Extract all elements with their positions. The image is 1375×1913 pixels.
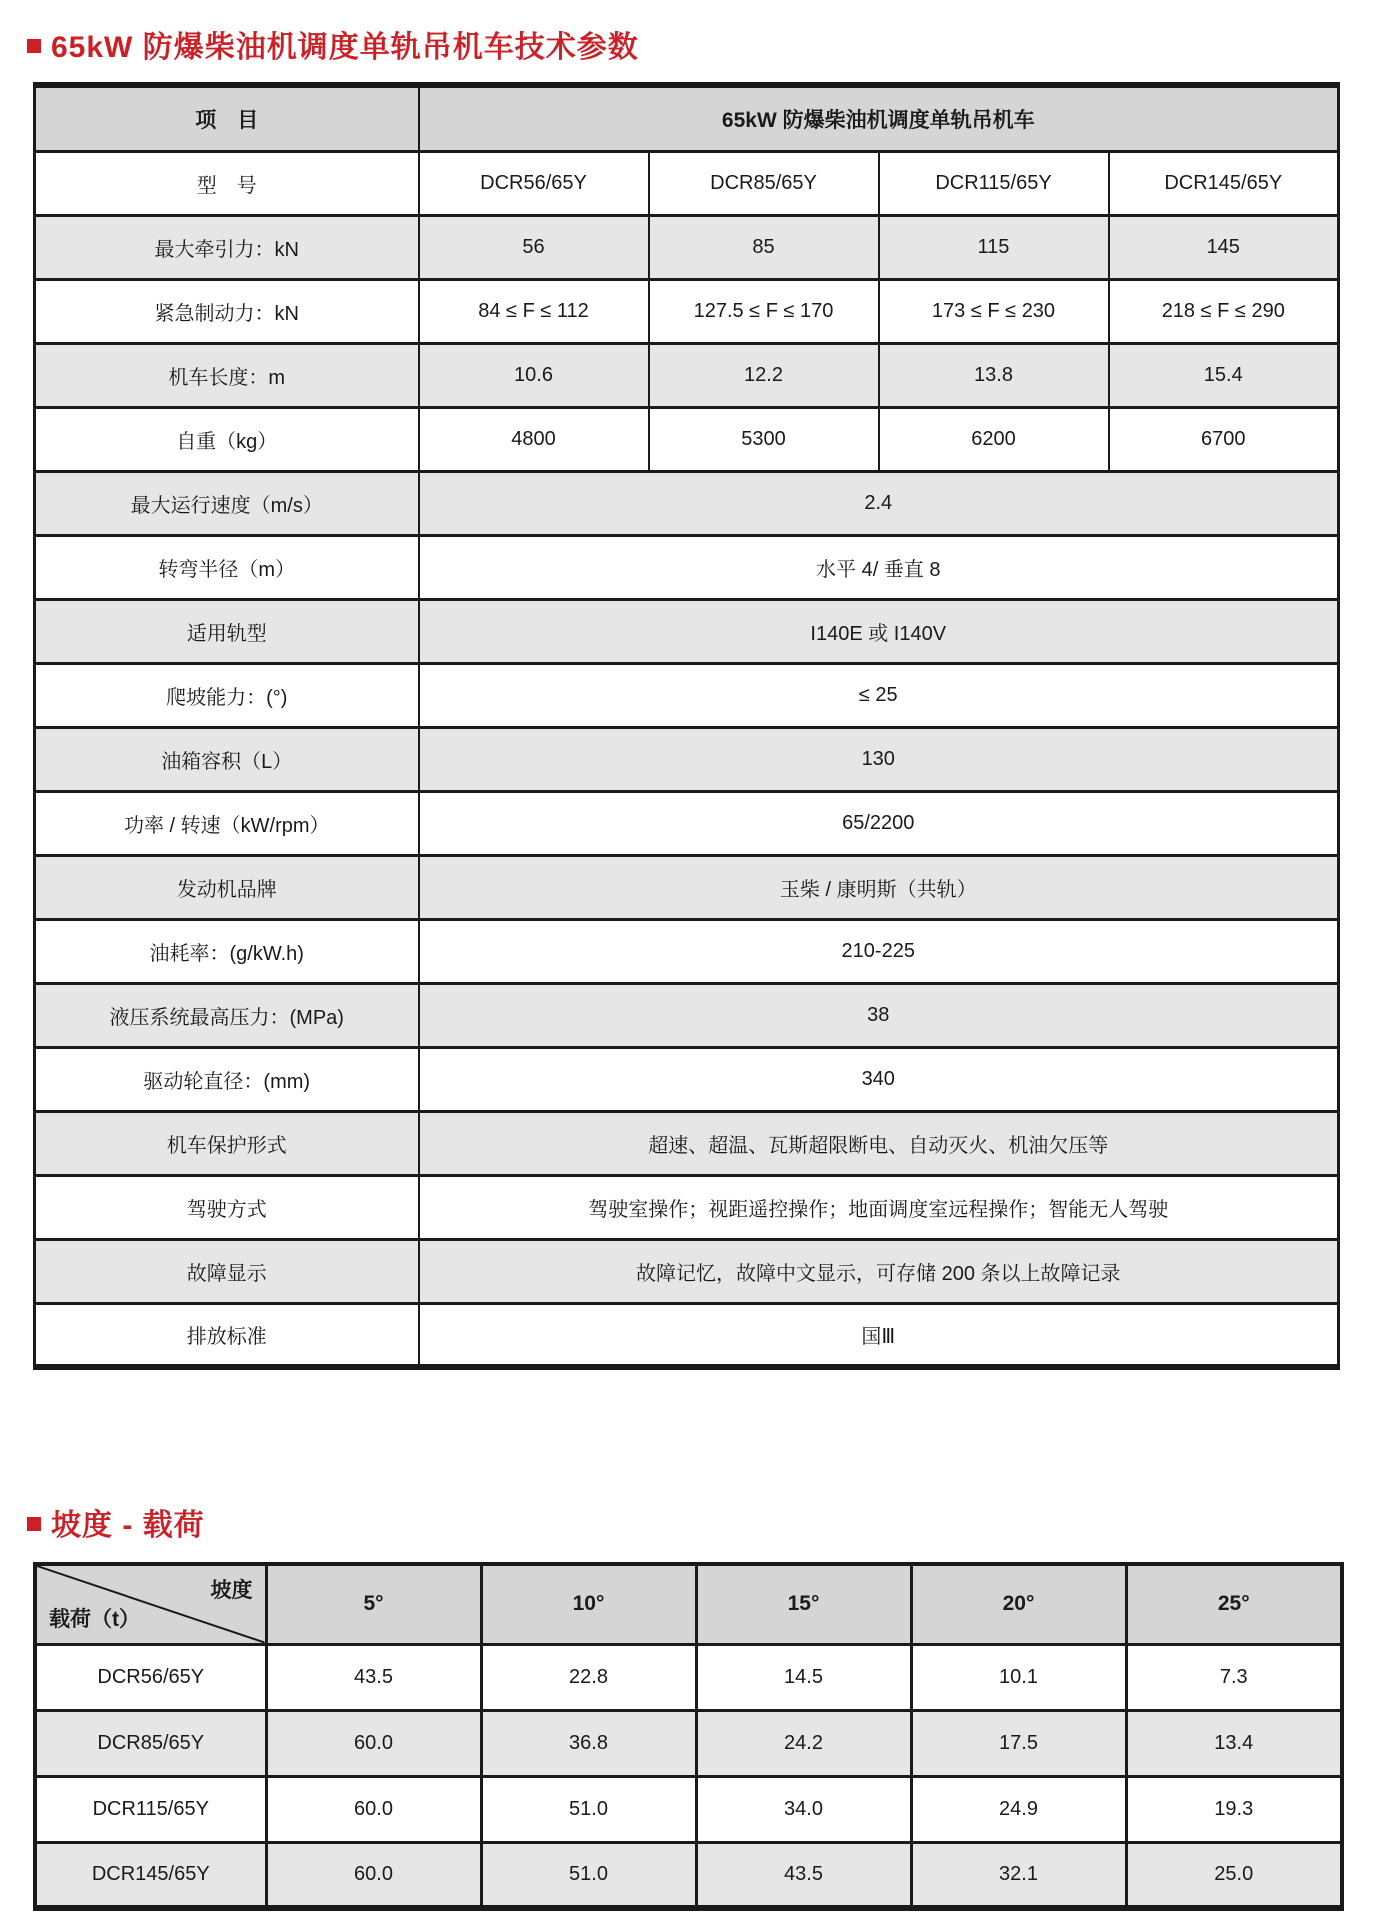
spec-header-item: 项 目	[35, 85, 419, 151]
table-row	[35, 535, 1339, 599]
corner-load-label: 载荷（t）	[49, 1607, 140, 1631]
cell-span-value: I140E 或 I140V	[419, 599, 1339, 663]
section-title-text: 65kW 防爆柴油机调度单轨吊机车技术参数	[51, 31, 639, 64]
cell-value: 43.5	[696, 1842, 911, 1908]
table-row	[35, 1644, 1342, 1710]
section-title-grade-load	[27, 1500, 205, 1544]
spec-header-span: 65kW 防爆柴油机调度单轨吊机车	[419, 85, 1339, 151]
cell-value: 10.1	[911, 1644, 1126, 1710]
cell-value: 10.6	[419, 343, 649, 407]
cell-value: 13.4	[1126, 1710, 1342, 1776]
row-label: 转弯半径（m）	[35, 535, 419, 599]
row-label: 紧急制动力：kN	[35, 279, 419, 343]
cell-span-value: 水平 4/ 垂直 8	[419, 535, 1339, 599]
cell-value: 127.5 ≤ F ≤ 170	[649, 279, 879, 343]
section-bullet-icon	[27, 39, 41, 53]
table-row	[35, 599, 1339, 663]
cell-value: 218 ≤ F ≤ 290	[1109, 279, 1339, 343]
cell-span-value: 130	[419, 727, 1339, 791]
cell-span-value: 38	[419, 983, 1339, 1047]
table-row	[35, 471, 1339, 535]
row-label: 功率 / 转速（kW/rpm）	[35, 791, 419, 855]
corner-grade-label: 坡度	[210, 1579, 253, 1602]
cell-value: 51.0	[481, 1776, 696, 1842]
table-row	[35, 791, 1339, 855]
table-row	[35, 663, 1339, 727]
cell-span-value: 210-225	[419, 919, 1339, 983]
table-row	[35, 855, 1339, 919]
cell-value: 34.0	[696, 1776, 911, 1842]
cell-value: 51.0	[481, 1842, 696, 1908]
cell-span-value: 65/2200	[419, 791, 1339, 855]
cell-value: 6700	[1109, 407, 1339, 471]
cell-value: 25.0	[1126, 1842, 1342, 1908]
table-row	[35, 1175, 1339, 1239]
row-label: 驾驶方式	[35, 1175, 419, 1239]
table-row	[35, 727, 1339, 791]
table-row	[35, 215, 1339, 279]
cell-span-value: 驾驶室操作；视距遥控操作；地面调度室远程操作；智能无人驾驶	[419, 1175, 1339, 1239]
cell-span-value: 玉柴 / 康明斯（共轨）	[419, 855, 1339, 919]
cell-value: DCR145/65Y	[1109, 151, 1339, 215]
model-label: DCR115/65Y	[35, 1776, 266, 1842]
row-label: 自重（kg）	[35, 407, 419, 471]
table-row	[35, 407, 1339, 471]
cell-value: 24.9	[911, 1776, 1126, 1842]
cell-value: 60.0	[266, 1842, 481, 1908]
table-row	[35, 1047, 1339, 1111]
cell-value: 60.0	[266, 1710, 481, 1776]
cell-value: 32.1	[911, 1842, 1126, 1908]
cell-value: 60.0	[266, 1776, 481, 1842]
cell-value: 56	[419, 215, 649, 279]
cell-span-value: 国Ⅲ	[419, 1303, 1339, 1367]
row-label: 最大牵引力：kN	[35, 215, 419, 279]
cell-span-value: ≤ 25	[419, 663, 1339, 727]
cell-span-value: 故障记忆，故障中文显示，可存储 200 条以上故障记录	[419, 1239, 1339, 1303]
row-label: 油耗率：(g/kW.h)	[35, 919, 419, 983]
grade-column-header: 15°	[696, 1564, 911, 1644]
spec-table	[33, 82, 1340, 1370]
cell-value: 145	[1109, 215, 1339, 279]
row-label: 爬坡能力：(°)	[35, 663, 419, 727]
cell-value: 5300	[649, 407, 879, 471]
cell-value: DCR115/65Y	[879, 151, 1109, 215]
section-bullet-icon	[27, 1517, 41, 1531]
table-row	[35, 1776, 1342, 1842]
row-label: 型 号	[35, 151, 419, 215]
table-row	[35, 151, 1339, 215]
cell-value: 6200	[879, 407, 1109, 471]
model-label: DCR56/65Y	[35, 1644, 266, 1710]
cell-value: DCR56/65Y	[419, 151, 649, 215]
table-row	[35, 1111, 1339, 1175]
row-label: 驱动轮直径：(mm)	[35, 1047, 419, 1111]
cell-value: 24.2	[696, 1710, 911, 1776]
cell-value: 115	[879, 215, 1109, 279]
table-row	[35, 1303, 1339, 1367]
grade-column-header: 20°	[911, 1564, 1126, 1644]
cell-value: 173 ≤ F ≤ 230	[879, 279, 1109, 343]
cell-span-value: 超速、超温、瓦斯超限断电、自动灭火、机油欠压等	[419, 1111, 1339, 1175]
cell-value: 4800	[419, 407, 649, 471]
model-label: DCR145/65Y	[35, 1842, 266, 1908]
row-label: 机车长度：m	[35, 343, 419, 407]
load-header-row	[35, 1564, 1342, 1644]
row-label: 油箱容积（L）	[35, 727, 419, 791]
model-label: DCR85/65Y	[35, 1710, 266, 1776]
cell-value: 12.2	[649, 343, 879, 407]
row-label: 机车保护形式	[35, 1111, 419, 1175]
table-row	[35, 1842, 1342, 1908]
table-row	[35, 1239, 1339, 1303]
cell-span-value: 340	[419, 1047, 1339, 1111]
cell-value: 13.8	[879, 343, 1109, 407]
cell-span-value: 2.4	[419, 471, 1339, 535]
grade-load-table	[33, 1562, 1344, 1911]
table-row	[35, 983, 1339, 1047]
cell-value: 43.5	[266, 1644, 481, 1710]
grade-column-header: 5°	[266, 1564, 481, 1644]
cell-value: 15.4	[1109, 343, 1339, 407]
cell-value: DCR85/65Y	[649, 151, 879, 215]
cell-value: 7.3	[1126, 1644, 1342, 1710]
spec-header-row	[35, 85, 1339, 151]
cell-value: 22.8	[481, 1644, 696, 1710]
table-row	[35, 343, 1339, 407]
row-label: 排放标准	[35, 1303, 419, 1367]
row-label: 液压系统最高压力：(MPa)	[35, 983, 419, 1047]
grade-column-header: 10°	[481, 1564, 696, 1644]
row-label: 发动机品牌	[35, 855, 419, 919]
cell-value: 19.3	[1126, 1776, 1342, 1842]
row-label: 最大运行速度（m/s）	[35, 471, 419, 535]
cell-value: 14.5	[696, 1644, 911, 1710]
cell-value: 17.5	[911, 1710, 1126, 1776]
cell-value: 85	[649, 215, 879, 279]
section-title-specs	[27, 22, 639, 66]
table-row	[35, 919, 1339, 983]
table-row	[35, 1710, 1342, 1776]
row-label: 故障显示	[35, 1239, 419, 1303]
section-title-text: 坡度 - 载荷	[51, 1509, 205, 1542]
diagonal-corner-cell	[35, 1564, 266, 1644]
cell-value: 84 ≤ F ≤ 112	[419, 279, 649, 343]
cell-value: 36.8	[481, 1710, 696, 1776]
table-row	[35, 279, 1339, 343]
row-label: 适用轨型	[35, 599, 419, 663]
grade-column-header: 25°	[1126, 1564, 1342, 1644]
